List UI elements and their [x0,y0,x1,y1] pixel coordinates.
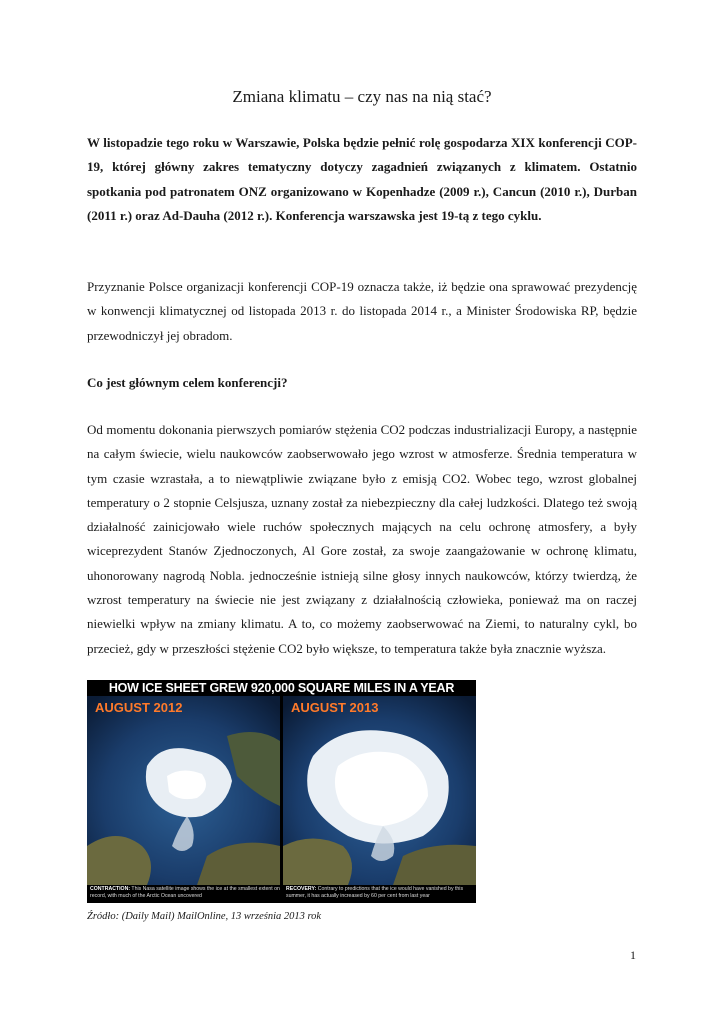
document-title: Zmiana klimatu – czy nas na nią stać? [232,87,492,106]
figure-source: Źródło: (Daily Mail) MailOnline, 13 września 2013 rok [87,911,322,922]
intro-paragraph: W listopadzie tego roku w Warszawie, Polska będzie pełnić rolę gospodarza XIX konferencji COP-19, której główny zakres tematyczny dotyczy zagadnień związanych z klimatem. Ostatnio spotkania pod patronatem ONZ organizowano w Kopenhadze (2009 r.), Cancun (2010 r.), Durban (2011 r.) oraz Ad-Dauha (2012 r.). Konferencja warszawska jest 19-tą z tego cyklu. [87,135,637,223]
label-2012: AUGUST 2012 [95,700,183,715]
figure-headline: HOW ICE SHEET GREW 920,000 SQUARE MILES IN A YEAR [87,680,476,696]
body-paragraph-1: Przyznanie Polsce organizacji konferencji COP-19 oznacza także, iż będzie ona sprawować prezydencję w konwencji klimatycznej od listopada 2013 r. do listopada 2014 r., a Minister Środowiska RP, będzie przewodniczył jej obradom. [87,279,637,343]
section-heading: Co jest głównym celem konferencji? [87,375,288,390]
ice-panel-2012 [87,696,280,885]
ice-image-2013 [283,696,476,885]
ice-image-2012 [87,696,280,885]
ice-panel-2013 [283,696,476,885]
caption-2012-text: This Nasa satellite image shows the ice at the smallest extent on record, with much of the Arctic Ocean uncovered [90,886,280,899]
caption-2013-lead: RECOVERY: [286,886,317,892]
page-number: 1 [630,948,636,962]
label-2013: AUGUST 2013 [291,700,379,715]
arctic-ice-figure [87,680,476,903]
caption-2012-lead: CONTRACTION: [90,886,131,892]
caption-2013 [283,885,476,903]
caption-2012 [87,885,283,903]
body-paragraph-2: Od momentu dokonania pierwszych pomiarów stężenia CO2 podczas industrializacji Europy, a następnie na całym świecie, wielu naukowców zaobserwowało jego wzrost w atmosferze. Średnia temperatura w tym czasie wzrastała, a to niewątpliwie związane było z emisją CO2. Wobec tego, wzrost globalnej temperatury o 2 stopnie Celsjusza, uznany został za niebezpieczny dla całej ludzkości. Dlatego też swoją działalność zainicjowało wiele ruchów społecznych mających na celu ochronę atmosfery, a były wiceprezydent Stanów Zjednoczonych, Al Gore został, za swoje zaangażowanie w ochronę klimatu, uhonorowany nagrodą Nobla. jednocześnie istnieją silne głosy innych naukowców, którzy twierdzą, że wzrost temperatury na świecie nie jest związany z działalnością człowieka, ponieważ ma on raczej niewielki wpływ na zmiany klimatu. A to, co możemy zaobserwować na Ziemi, to naturalny cykl, bo przecież, gdy w przeszłości stężenie CO2 było większe, to temperatura także była znacznie wyższa. [87,422,637,656]
caption-2013-text: Contrary to predictions that the ice would have vanished by this summer, it has actually increased by 60 per cent from last year [286,886,464,899]
